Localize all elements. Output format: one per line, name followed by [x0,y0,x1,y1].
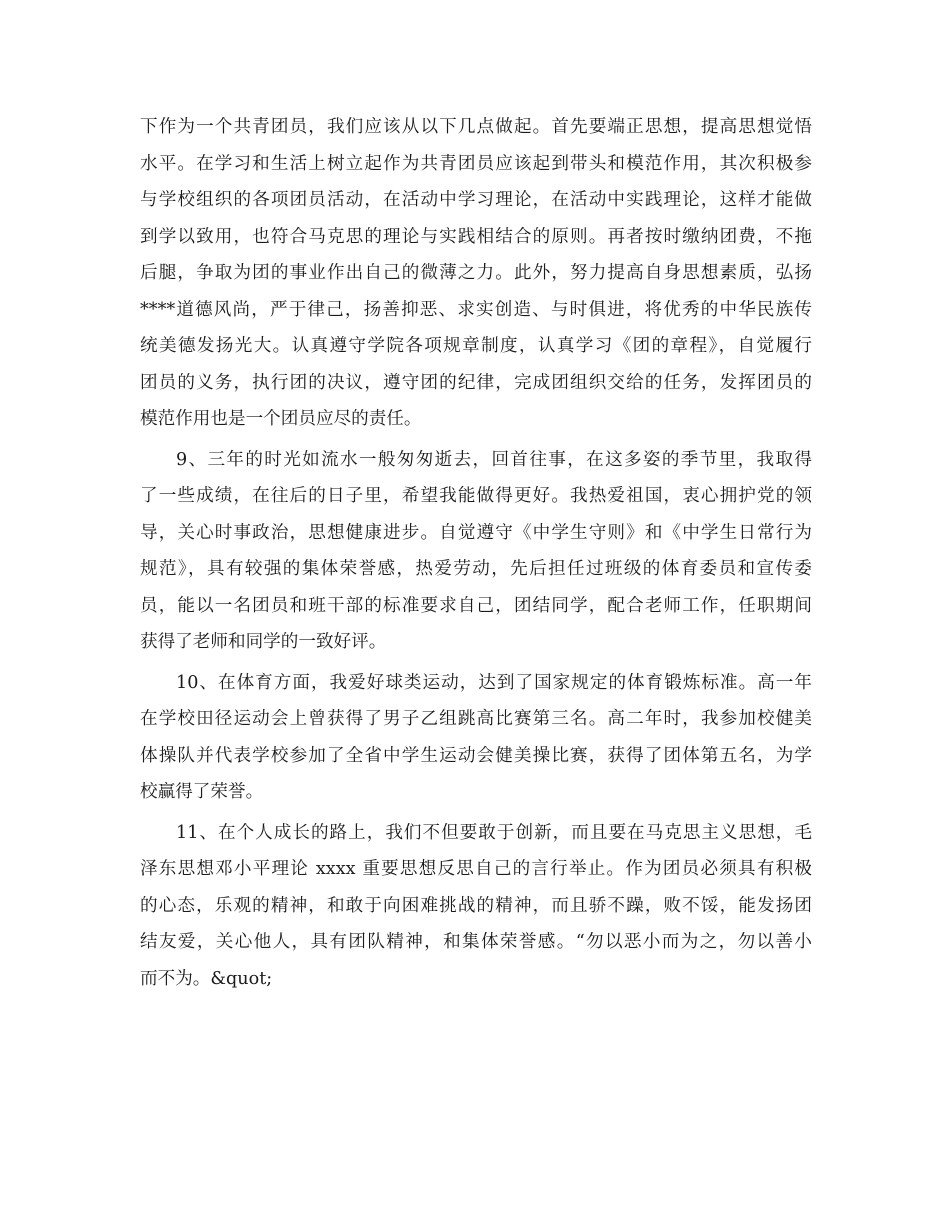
paragraph-3 [140,665,812,811]
paragraph-4 [140,815,812,998]
paragraph-line: ****道德风尚，严于律己，扬善抑恶、求实创造、与时俱进，将优秀的中华民族传 [140,299,812,320]
paragraph-2 [140,442,812,661]
paragraph-line: 与学校组织的各项团员活动，在活动中学习理论，在活动中实践理论，这样才能做 [140,190,812,210]
paragraph-1 [140,109,812,438]
paragraph-line: 泽东思想邓小平理论 xxxx 重要思想反思自己的言行举止。作为团员必须具有积极 [140,859,812,879]
paragraph-line: 了一些成绩，在往后的日子里，希望我能做得更好。我热爱祖国，衷心拥护党的领 [140,486,812,506]
document-body [140,109,812,997]
paragraph-line: 后腿，争取为团的事业作出自己的微薄之力。此外，努力提高自身思想素质，弘扬 [140,263,812,283]
paragraph-line: 员，能以一名团员和班干部的标准要求自己，团结同学，配合老师工作，任职期间 [140,595,812,616]
paragraph-line: 而不为。&quot; [140,968,273,989]
paragraph-line: 规范》，具有较强的集体荣誉感，热爱劳动，先后担任过班级的体育委员和宣传委 [140,559,812,579]
paragraph-line: 在学校田径运动会上曾获得了男子乙组跳高比赛第三名。高二年时，我参加校健美 [140,709,812,729]
paragraph-line: 模范作用也是一个团员应尽的责任。 [140,409,422,429]
paragraph-line: 下作为一个共青团员，我们应该从以下几点做起。首先要端正思想，提高思想觉悟 [140,117,812,137]
paragraph-line: 11、在个人成长的路上，我们不但要敢于创新，而且要在马克思主义思想，毛 [176,822,812,843]
paragraph-line: 团员的义务，执行团的决议，遵守团的纪律，完成团组织交给的任务，发挥团员的 [140,372,812,393]
paragraph-line: 9、三年的时光如流水一般匆匆逝去，回首往事，在这多姿的季节里，我取得 [176,449,812,470]
paragraph-line: 获得了老师和同学的一致好评。 [140,632,387,652]
paragraph-line: 导，关心时事政治，思想健康进步。自觉遵守《中学生守则》和《中学生日常行为 [140,522,812,543]
paragraph-line: 校赢得了荣誉。 [140,782,264,802]
paragraph-line: 的心态，乐观的精神，和敢于向困难挑战的精神，而且骄不躁，败不馁，能发扬团 [140,895,812,916]
paragraph-line: 水平。在学习和生活上树立起作为共青团员应该起到带头和模范作用，其次积极参 [140,153,812,174]
paragraph-line: 统美德发扬光大。认真遵守学院各项规章制度，认真学习《团的章程》，自觉履行 [140,336,812,356]
paragraph-line: 10、在体育方面，我爱好球类运动，达到了国家规定的体育锻炼标准。高一年 [176,672,812,693]
paragraph-line: 体操队并代表学校参加了全省中学生运动会健美操比赛，获得了团体第五名，为学 [140,745,812,766]
paragraph-line: 结友爱，关心他人，具有团队精神，和集体荣誉感。“勿以恶小而为之，勿以善小 [140,932,812,952]
paragraph-line: 到学以致用，也符合马克思的理论与实践相结合的原则。再者按时缴纳团费，不拖 [140,226,812,247]
